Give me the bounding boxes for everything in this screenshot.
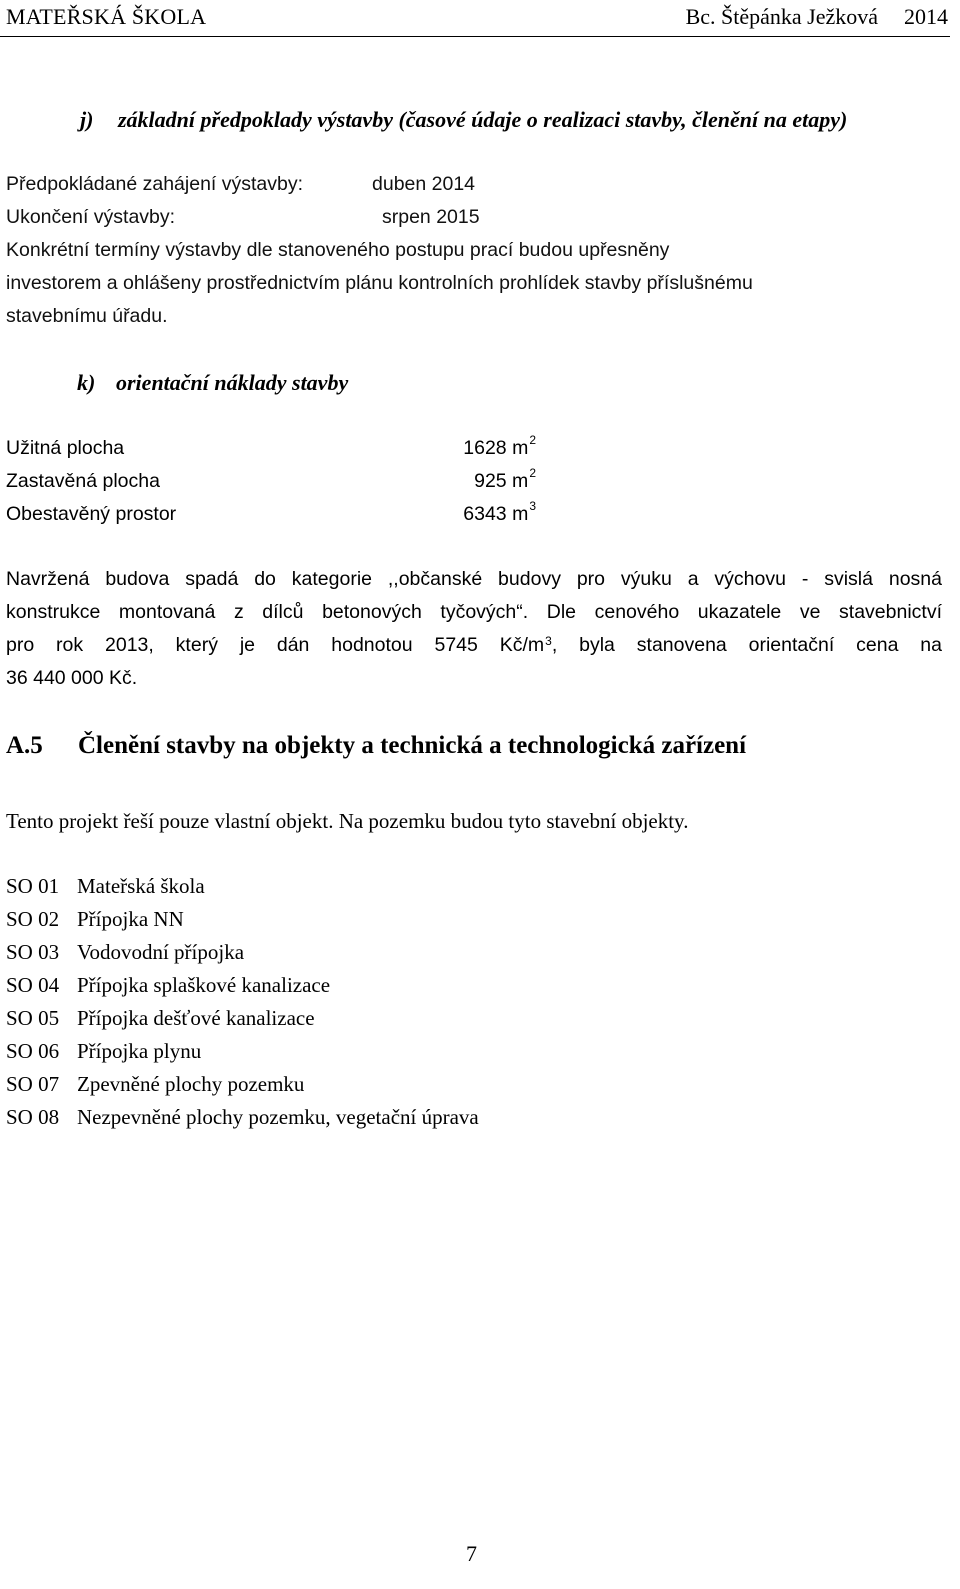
area-label: Užitná plocha [6, 437, 125, 459]
object-name: Přípojka plynu [77, 1039, 202, 1063]
objects-list [6, 872, 479, 1136]
area-value: 1628 $m^2$ [463, 433, 536, 459]
schedule-note-line: investorem a ohlášeny prostřednictvím plánu kontrolních prohlídek stavby příslušnému [6, 272, 753, 294]
list-item [6, 905, 479, 938]
schedule-end-label: Ukončení výstavby: [6, 206, 176, 228]
area-row [6, 433, 546, 460]
schedule-note-line: Konkrétní termíny výstavby dle stanoveného postupu prací budou upřesněny [6, 239, 670, 261]
section-a5-heading [6, 732, 746, 760]
schedule-start-label: Předpokládané zahájení výstavby: [6, 173, 304, 195]
object-name: Mateřská škola [77, 874, 205, 898]
intro-text: Tento projekt řeší pouze vlastní objekt. Na pozemku budou tyto stavební objekty. [6, 809, 689, 833]
page-number: 7 [466, 1541, 477, 1566]
paragraph-line: Navržená budova spadá do kategorie ,,občanské budovy pro výuku a výchovu - svislá nosná [6, 568, 942, 590]
object-code: SO 06 [6, 1039, 60, 1063]
object-code: SO 04 [6, 973, 60, 997]
section-a5-number: A.5 [6, 732, 43, 759]
paragraph-line: 36 440 000 Kč. [6, 667, 138, 689]
paragraph-line: pro rok 2013, který je dán hodnotou 5745 $Kč/m^3$, byla stanovena orientační cena na [6, 634, 942, 656]
area-label: Obestavěný prostor [6, 503, 177, 525]
paragraph-line: konstrukce montovaná z dílců betonových tyčových“. Dle cenového ukazatele ve stavebnictví [6, 601, 942, 623]
section-a5-title: Členění stavby na objekty a technická a technologická zařízení [78, 732, 747, 759]
schedule-end-row [6, 206, 480, 229]
section-j-heading [80, 107, 847, 133]
object-name: Zpevněné plochy pozemku [77, 1072, 305, 1096]
header-author: Bc. Štěpánka Ježková [685, 4, 878, 29]
header-year: 2014 [904, 4, 948, 29]
cost-paragraph [6, 563, 942, 695]
list-item [6, 1070, 479, 1103]
object-code: SO 07 [6, 1072, 60, 1096]
list-item [6, 872, 479, 905]
header-title: MATEŘSKÁ ŠKOLA [6, 4, 207, 29]
area-value: 6343 $m^3$ [463, 499, 536, 525]
object-code: SO 05 [6, 1006, 60, 1030]
schedule-end-value: srpen 2015 [382, 206, 480, 228]
section-j-title: základní předpoklady výstavby (časové údaje o realizaci stavby, členění na etapy) [118, 107, 848, 132]
section-k-title: orientační náklady stavby [116, 370, 349, 395]
schedule-start-row [6, 173, 476, 196]
object-name: Přípojka NN [77, 907, 184, 931]
header-right [660, 4, 948, 30]
section-k-label: k) [77, 370, 96, 395]
section-k-heading [77, 370, 348, 396]
area-value: 925 $m^2$ [474, 466, 536, 492]
list-item [6, 1103, 479, 1136]
area-label: Zastavěná plocha [6, 470, 160, 492]
object-code: SO 02 [6, 907, 60, 931]
section-j-label: j) [80, 107, 94, 132]
list-item [6, 971, 479, 1004]
area-row [6, 499, 546, 526]
object-name: Vodovodní přípojka [77, 940, 245, 964]
object-name: Přípojka dešťové kanalizace [77, 1006, 315, 1030]
object-name: Přípojka splaškové kanalizace [77, 973, 331, 997]
list-item [6, 938, 479, 971]
list-item [6, 1037, 479, 1070]
object-name: Nezpevněné plochy pozemku, vegetační úprava [77, 1105, 479, 1129]
list-item [6, 1004, 479, 1037]
schedule-start-value: duben 2014 [372, 173, 476, 195]
schedule-note-line: stavebnímu úřadu. [6, 305, 168, 327]
page-header [0, 0, 950, 37]
object-code: SO 08 [6, 1105, 60, 1129]
object-code: SO 01 [6, 874, 60, 898]
area-row [6, 466, 546, 493]
object-code: SO 03 [6, 940, 60, 964]
